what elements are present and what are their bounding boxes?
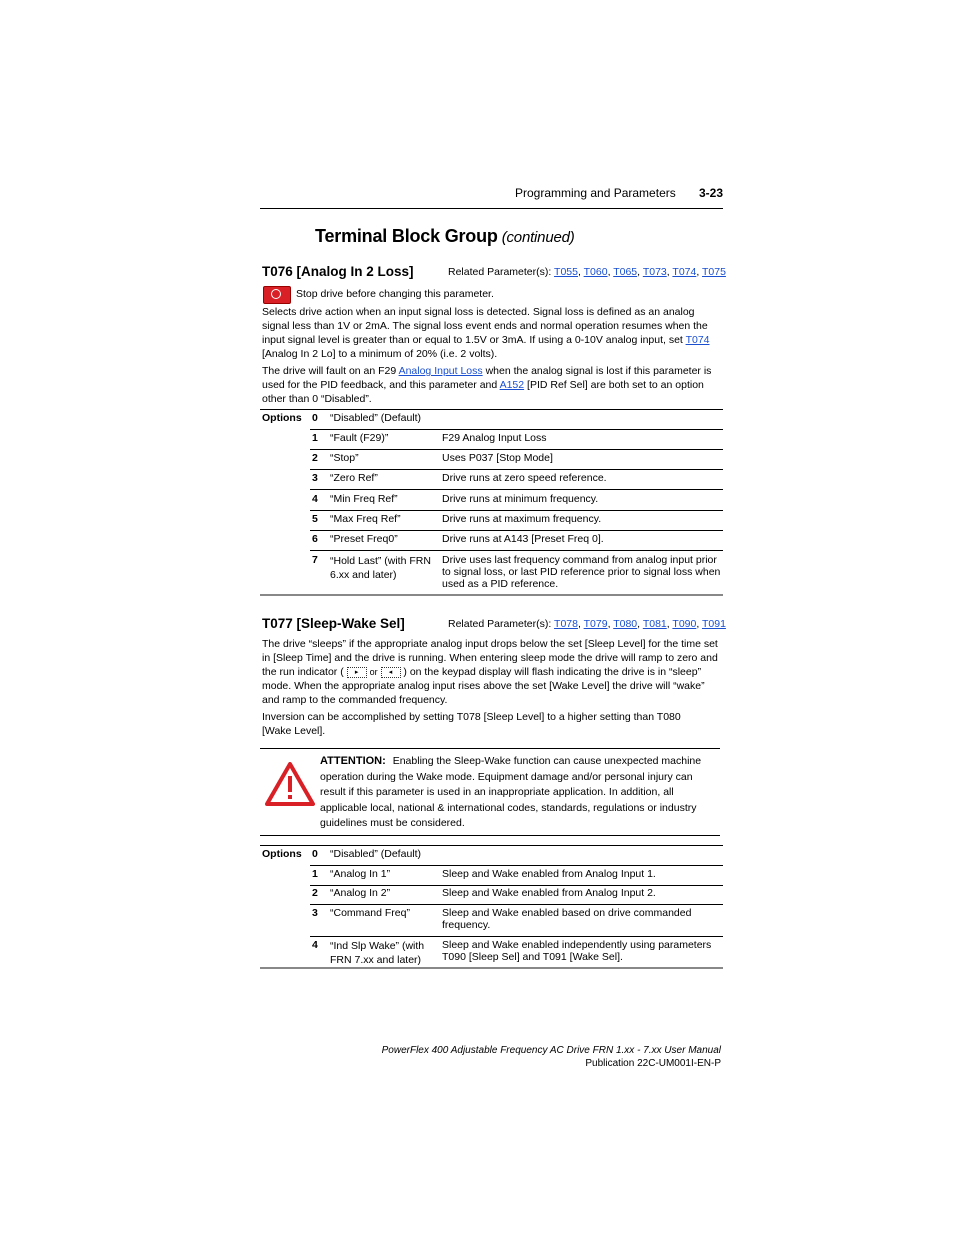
related-link-t090[interactable]: T090: [672, 618, 697, 630]
footer-manual-title: PowerFlex 400 Adjustable Frequency AC Drive FRN 1.xx - 7.xx User Manual: [381, 1045, 721, 1056]
t076-paragraph-2: [262, 364, 722, 406]
t077-row-rule: [310, 885, 723, 886]
stop-drive-icon: [263, 286, 291, 304]
t077-options-label: Options: [262, 848, 302, 860]
t077-option-num: 0: [312, 848, 318, 860]
t077-options-top-rule: [260, 845, 723, 846]
t076-option-desc: Drive runs at zero speed reference.: [442, 472, 607, 484]
a152-link[interactable]: A152: [499, 379, 525, 391]
attention-bottom-rule: [260, 835, 720, 836]
related-link-t074[interactable]: T074: [672, 266, 697, 278]
t077-option-num: 1: [312, 868, 318, 880]
page-number: 3-23: [699, 186, 724, 200]
t076-option-num: 1: [312, 432, 318, 444]
t077-title: T077 [Sleep-Wake Sel]: [262, 616, 405, 631]
t077-option-name: “Analog In 1”: [330, 868, 391, 880]
t077-option-name: “Ind Slp Wake” (with FRN 7.xx and later): [330, 940, 425, 966]
t077-option-desc: Sleep and Wake enabled based on drive commanded frequency.: [442, 907, 692, 931]
t077-option-num: 3: [312, 907, 318, 919]
t076-paragraph-1: [262, 305, 720, 361]
t077-paragraph-1: [262, 637, 720, 707]
related-link-t065[interactable]: T065: [613, 266, 638, 278]
t076-row-rule: [310, 489, 723, 490]
t077-p1-or: or: [369, 667, 378, 677]
running-header-section: Programming and Parameters: [515, 186, 676, 200]
t076-option-desc: Drive runs at A143 [Preset Freq 0].: [442, 533, 604, 545]
stop-note: Stop drive before changing this parameter.: [296, 288, 494, 300]
t077-row-rule: [310, 865, 723, 866]
related-label: Related Parameter(s):: [448, 266, 552, 278]
t076-row-rule: [310, 469, 723, 470]
related-link-t055[interactable]: T055: [554, 266, 578, 278]
t076-option-num: 0: [312, 412, 318, 424]
t077-option-name: “Disabled” (Default): [330, 848, 422, 860]
t076-row-rule: [310, 510, 723, 511]
t076-option-name: “Min Freq Ref”: [330, 493, 398, 505]
related-link-t080[interactable]: T080: [613, 618, 638, 630]
related-link-t078[interactable]: T078: [554, 618, 578, 630]
t076-option-name: “Max Freq Ref”: [330, 513, 401, 525]
t077-option-desc: Sleep and Wake enabled from Analog Input 1.: [442, 868, 656, 880]
group-title-continued: (continued): [501, 229, 575, 246]
t076-option-num: 7: [312, 554, 318, 566]
t076-p2-text-end: [PID Ref Sel] are both set to an option other than 0 “Disabled”.: [262, 379, 704, 405]
related-link-t081[interactable]: T081: [642, 618, 667, 630]
t076-options-top-rule: [260, 409, 723, 410]
t077-options-bottom-rule: [260, 967, 723, 969]
t076-option-name: “Preset Freq0”: [330, 533, 398, 545]
t076-option-num: 3: [312, 472, 318, 484]
t077-p1-text: The drive “sleeps” if the appropriate analog input drops below the set [Sleep Level] for the time set in [Sleep Time] and the drive is running. When entering sleep mode the drive will ramp to zero and the run indicator (: [262, 638, 718, 678]
t077-option-num: 2: [312, 887, 318, 899]
t076-option-num: 2: [312, 452, 318, 464]
t076-row-rule: [310, 449, 723, 450]
group-title-text: Terminal Block Group: [315, 226, 498, 246]
t077-paragraph-2: Inversion can be accomplished by setting T078 [Sleep Level] to a higher setting than T080 [Wake Level].: [262, 711, 681, 737]
t077-p1-text-end: ) on the keypad display will flash indicating the drive is in “sleep” mode. When the appropriate analog input rises above the set [Wake Level] the drive will “wake” and ramp to the commanded frequency.: [262, 666, 705, 706]
attention-message: [320, 754, 718, 832]
t076-option-desc: Drive runs at minimum frequency.: [442, 493, 599, 505]
t076-p2-text-mid: when the analog signal is lost if this parameter is used for the PID feedback, and this parameter and: [262, 365, 712, 391]
t076-option-desc: Uses P037 [Stop Mode]: [442, 452, 553, 464]
related-label: Related Parameter(s):: [448, 618, 552, 630]
t077-row-rule: [310, 904, 723, 905]
t076-row-rule: [310, 429, 723, 430]
t077-option-desc: Sleep and Wake enabled from Analog Input 2.: [442, 887, 656, 899]
header-rule: [260, 208, 723, 209]
t076-option-num: 4: [312, 493, 318, 505]
group-title: [315, 226, 575, 247]
t076-option-desc: Drive uses last frequency command from analog input prior to signal loss, or last PID reference prior to signal loss when used as a PID reference.: [442, 554, 721, 590]
related-link-t073[interactable]: T073: [642, 266, 667, 278]
t076-p1-text-end: [Analog In 2 Lo] to a minimum of 20% (i.e. 2 volts).: [262, 348, 498, 360]
t076-option-name: “Fault (F29)”: [330, 432, 389, 444]
attention-top-rule: [260, 748, 720, 749]
t077-option-num: 4: [312, 939, 318, 951]
t076-option-name: “Disabled” (Default): [330, 412, 422, 424]
related-link-t075[interactable]: T075: [702, 266, 726, 278]
attention-label: ATTENTION:: [320, 755, 386, 767]
t077-option-name: “Command Freq”: [330, 907, 410, 919]
t076-option-name: “Zero Ref”: [330, 472, 378, 484]
t076-option-desc: F29 Analog Input Loss: [442, 432, 547, 444]
footer-publication: Publication 22C-UM001I-EN-P: [585, 1058, 721, 1069]
t076-p2-text: The drive will fault on an F29: [262, 365, 397, 377]
t076-option-num: 5: [312, 513, 318, 525]
warning-triangle-icon: [265, 762, 315, 806]
attention-text: Enabling the Sleep-Wake function can cause unexpected machine operation during the Wake mode. Equipment damage and/or personal injury can result if this parameter is used in an inappropriate application. In addition, all applicable local, national & international codes, standards, regulations or industry guidelines must be considered.: [320, 755, 702, 829]
t076-option-desc: Drive runs at maximum frequency.: [442, 513, 602, 525]
t077-option-name: “Analog In 2”: [330, 887, 391, 899]
t074-link[interactable]: T074: [685, 334, 710, 346]
t076-options-bottom-rule: [260, 594, 723, 596]
run-reverse-indicator-icon: ◂: [381, 667, 401, 678]
run-forward-indicator-icon: ▸: [347, 667, 367, 678]
related-link-t091[interactable]: T091: [702, 618, 726, 630]
t077-related: Related Parameter(s): T078, T079, T080, T081, T090, T091: [448, 618, 726, 630]
t076-title: T076 [Analog In 2 Loss]: [262, 264, 414, 279]
t076-p1-text: Selects drive action when an input signal loss is detected. Signal loss is defined as an analog signal less than 1V or 2mA. The signal loss event ends and normal operation resumes when the input signal level is greater than or equal to 1.5V or 3mA. If using a 0-10V analog input, set: [262, 306, 708, 346]
analog-input-loss-link[interactable]: Analog Input Loss: [398, 365, 483, 377]
t076-option-name: “Stop”: [330, 452, 359, 464]
related-link-t060[interactable]: T060: [583, 266, 608, 278]
t076-row-rule: [310, 550, 723, 551]
t077-option-desc: Sleep and Wake enabled independently using parameters T090 [Sleep Sel] and T091 [Wake Sel].: [442, 939, 712, 963]
t076-option-name: “Hold Last” (with FRN 6.xx and later): [330, 555, 431, 581]
t077-row-rule: [310, 936, 723, 937]
t076-related: Related Parameter(s): T055, T060, T065, T073, T074, T075: [448, 266, 726, 278]
related-link-t079[interactable]: T079: [583, 618, 608, 630]
t076-options-label: Options: [262, 412, 302, 424]
t076-option-num: 6: [312, 533, 318, 545]
t076-row-rule: [310, 530, 723, 531]
